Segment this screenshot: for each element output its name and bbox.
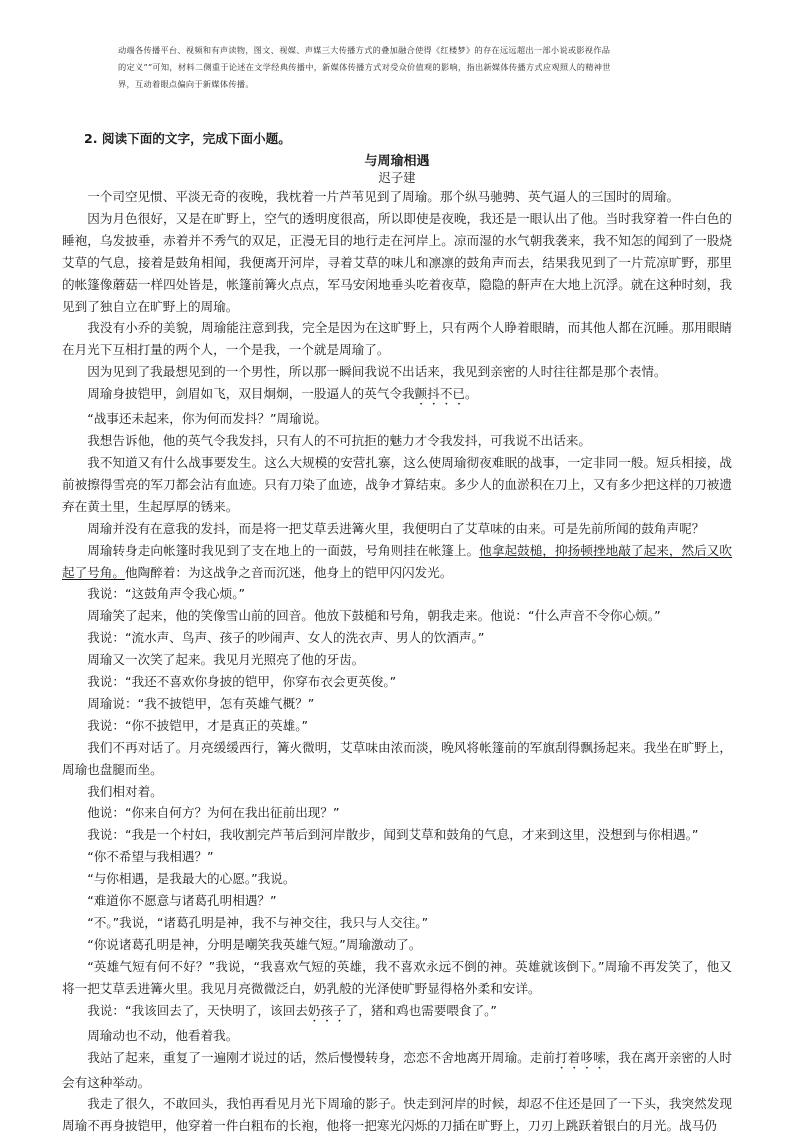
paragraph: 我说：“流水声、鸟声、孩子的吵闹声、女人的洗衣声、男人的饮酒声。” — [87, 630, 485, 646]
paragraph: 我们相对着。 — [87, 783, 163, 799]
paragraph: 我们不再对话了。月亮缓缓西行，篝火微明，艾草味由浓而淡，晚风将帐篷前的军旗刮得飘扬起来。我坐在旷野上，周瑜也盘腿而坐。 — [62, 739, 732, 777]
previous-line: 的定义””可知，材料二侧重于论述在文学经典传播中，新媒体传播方式对受众价值观的影响，指出新媒体传播方式应观照人的精神世 — [118, 62, 611, 72]
paragraph-emphasis: 我站了起来，重复了一遍刚才说过的话，然后慢慢转身，恋恋不舍地离开周瑜。走前打着哆嗦，我在离开亲密的人时会有这种举动。 — [62, 1049, 733, 1090]
paragraph: 因为见到了我最想见到的一个男性，所以那一瞬间我说不出话来，我见到亲密的人时往往都是那个表情。 — [87, 364, 667, 380]
paragraph: 周瑜并没有在意我的发抖，而是将一把艾草丢进篝火里，我便明白了艾草味的由来。可是先前所闻的鼓角声呢？ — [87, 520, 705, 536]
paragraph: 我说：“我是一个村妇，我收割完芦苇后到河岸散步，闻到艾草和鼓角的气息，才来到这里，没想到与你相遇。” — [87, 827, 699, 843]
paragraph-emphasis: 周瑜身披铠甲，剑眉如飞，双目炯炯，一股逼人的英气令我颤抖不已。 — [87, 386, 478, 402]
paragraph: 因为月色很好，又是在旷野上，空气的透明度很高，所以即使是夜晚，我还是一眼认出了他。当时我穿着一件白色的睡袍，乌发披垂，赤着并不秀气的双足，正漫无目的地行走在河岸上。凉而湿的水气朝我袭来，我不知怎的闻到了一股烧艾草的气息，接着是鼓角相闻，我便离开河岸，寻着艾草的味儿和凛凛的鼓角声而去，结果我见到了一片荒凉旷野，那里的帐篷像蘑菇一样四处皆是，帐篷前篝火点点，军马安闲地垂头吃着夜草，隐隐的鼾声在大地上沉浮。就在这种时刻，我见到了独自立在旷野上的周瑜。 — [62, 210, 732, 314]
paragraph: “与你相遇，是我最大的心愿。”我说。 — [87, 871, 296, 887]
paragraph: 我没有小乔的美貌，周瑜能注意到我，完全是因为在这旷野上，只有两个人睁着眼睛，而其他人都在沉睡。那用眼睛在月光下互相打量的两个人，一个是我，一个就是周瑜了。 — [62, 320, 732, 358]
paragraph: 周瑜又一次笑了起来。我见月光照亮了他的牙齿。 — [87, 652, 365, 668]
paragraph-plain-part: 他陶醉着：为这战争之音而沉迷，他身上的铠甲闪闪发光。 — [124, 564, 453, 580]
paragraph: 我说：“我还不喜欢你身披的铠甲，你穿布衣会更英俊。” — [87, 674, 397, 690]
paragraph: 周瑜动也不动，他看着我。 — [87, 1027, 239, 1043]
paragraph: “你不希望与我相遇？” — [87, 849, 214, 865]
paragraph: “英雄气短有何不好？”我说，“我喜欢气短的英雄，我不喜欢永远不倒的神。英雄就该倒下。”周瑜不再发笑了，他又将一把艾草丢进篝火里。我见月亮微微泛白，奶乳般的光泽使旷野显得格外柔和安详。 — [62, 958, 732, 996]
previous-line: 界，互动着眼点偏向于新媒体传播。 — [118, 79, 254, 89]
article-body — [62, 186, 732, 1137]
paragraph: 我想告诉他，他的英气令我发抖，只有人的不可抗拒的魅力才令我发抖，可我说不出话来。 — [87, 433, 591, 449]
article-title: 与周瑜相遇 — [364, 154, 430, 169]
paragraph-with-underline — [62, 540, 732, 584]
question-heading: 2. 阅读下面的文字，完成下面小题。 — [84, 131, 291, 146]
previous-answer-text — [118, 42, 718, 93]
previous-line: 动端各传播平台、视频和有声读物，图文、视媒、声媒三大传播方式的叠加融合使得《红楼梦》的存在远远超出一部小说或影视作品 — [118, 45, 611, 55]
paragraph: 周瑜说：“我不披铠甲，怎有英雄气概？” — [87, 695, 315, 711]
emphasis-dots: 奶孩子 — [307, 1002, 346, 1018]
article-author: 迟子建 — [378, 170, 416, 185]
emphasis-dots: 颤抖不已 — [414, 386, 465, 402]
paragraph: “难道你不愿意与诸葛孔明相遇？” — [87, 893, 277, 909]
paragraph: “战事还未起来，你为何而发抖？”周瑜说。 — [87, 411, 327, 427]
paragraph: 我走了很久，不敢回头，我怕再看见月光下周瑜的影子。快走到河岸的时候，却忍不住还是回了一下头，我突然发现周瑜不再身披铠甲，他穿着一件白粗布的长袍，他将一把寒光闪烁的刀插在旷野上，刀刃上跳跃着银白的月光。战马仍 — [62, 1096, 732, 1134]
paragraph: 我说：“你不披铠甲，才是真正的英雄。” — [87, 717, 309, 733]
paragraph-plain-part: 周瑜转身走向帐篷时我见到了支在地上的一面鼓，号角则挂在帐篷上。 — [87, 542, 480, 558]
emphasis-dots: 打着哆嗦 — [555, 1049, 606, 1065]
paragraph: 我不知道又有什么战事要发生。这么大规模的安营扎寨，这么使周瑜彻夜难眠的战事，一定非同一般。短兵相接，战前被擦得雪亮的军刀都会沾有血迹。只有刀染了血迹，战争才算结束。多少人的血淤积在刀上，又有多少把这样的刀被遗弃在黄土里，生起厚厚的锈来。 — [62, 454, 732, 514]
paragraph: 我说：“这鼓角声令我心烦。” — [87, 586, 246, 602]
paragraph: “你说诸葛孔明是神，分明是嘲笑我英雄气短。”周瑜激动了。 — [87, 936, 422, 952]
paragraph: 周瑜笑了起来，他的笑像雪山前的回音。他放下鼓槌和号角，朝我走来。他说：“什么声音不令你心烦。” — [87, 608, 661, 624]
paragraph: “不。”我说，“诸葛孔明是神，我不与神交往，我只与人交往。” — [87, 915, 429, 930]
paragraph-emphasis: 我说：“我该回去了，天快明了，该回去奶孩子了，猪和鸡也需要喂食了。” — [87, 1002, 497, 1018]
paragraph: 一个司空见惯、平淡无奇的夜晚，我枕着一片芦苇见到了周瑜。那个纵马驰骋、英气逼人的三国时的周瑜。 — [87, 189, 680, 204]
paragraph: 他说：“你来自何方？为何在我出征前出现？” — [87, 805, 340, 821]
underlined-sentence: 他拿起鼓槌，抑扬顿挫地敲了起来，然后又吹起了号角。 — [62, 542, 733, 580]
